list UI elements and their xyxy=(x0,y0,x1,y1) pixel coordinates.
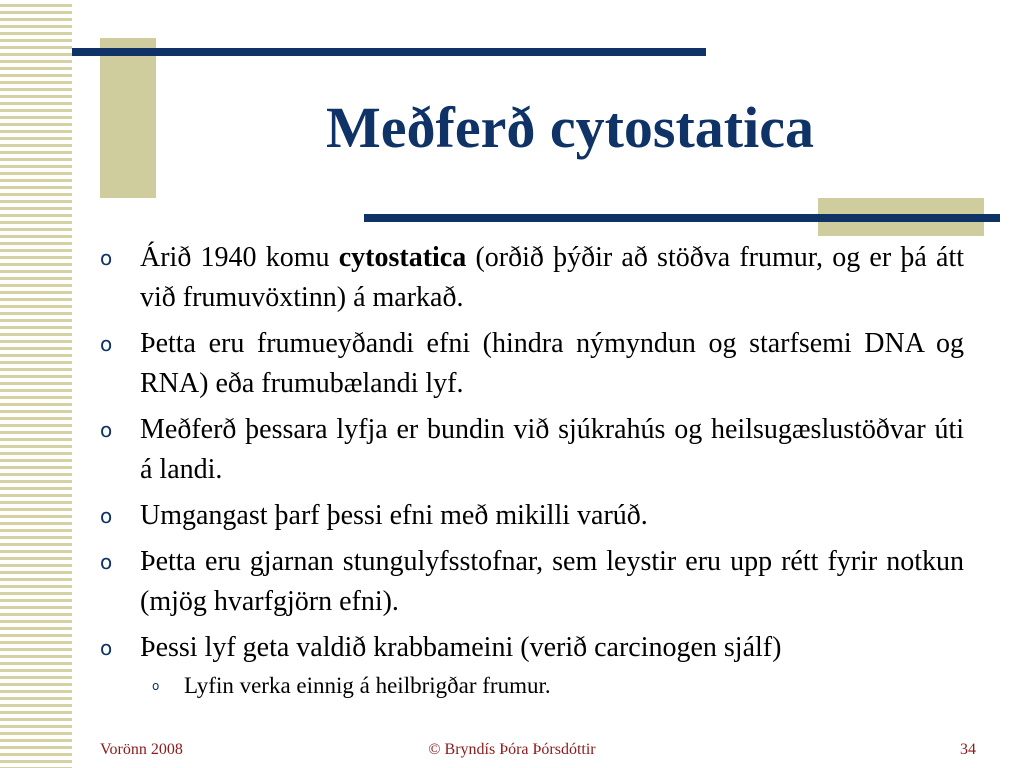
bullet-marker-icon: o xyxy=(100,332,113,356)
bullet-marker-icon: o xyxy=(100,418,113,442)
left-stripe-decoration xyxy=(0,0,72,768)
title-underline-rule xyxy=(364,214,1000,222)
footer-author: © Bryndís Þóra Þórsdóttir xyxy=(428,741,596,758)
footer-date: Vorönn 2008 xyxy=(100,741,183,758)
bullet-text: Þetta eru frumueyðandi efni (hindra nýmyndun og starfsemi DNA og RNA) eða frumubælandi lyf. xyxy=(140,328,964,399)
bullet-marker-icon: o xyxy=(100,550,113,574)
top-rule xyxy=(72,48,706,56)
footer-page-number: 34 xyxy=(960,741,976,758)
sub-bullet-text: Lyfin verka einnig á heilbrigðar frumur. xyxy=(184,673,551,698)
bullet-item xyxy=(100,410,964,490)
bullet-item xyxy=(100,542,964,622)
bullet-text-post: (orðið þýðir að stöðva frumur, og er þá átt við frumuvöxtinn) á markað. xyxy=(140,242,964,313)
bullet-marker-icon: o xyxy=(100,636,113,660)
bullet-marker-icon: o xyxy=(100,246,113,270)
sub-bullet-marker-icon: o xyxy=(152,679,160,693)
slide-title: Meðferð cytostatica xyxy=(326,95,814,160)
bullet-text-bold: cytostatica xyxy=(338,242,467,273)
bullet-text-pre: Árið 1940 komu xyxy=(140,242,339,273)
bullet-item xyxy=(100,628,964,668)
bullet-text: Umgangast þarf þessi efni með mikilli varúð. xyxy=(140,500,648,531)
top-accent-block xyxy=(100,38,156,198)
bullet-marker-icon: o xyxy=(100,504,113,528)
bullet-text: Þetta eru gjarnan stungulyfsstofnar, sem leystir eru upp rétt fyrir notkun (mjög hvarfgjörn efni). xyxy=(140,546,964,617)
bullet-item xyxy=(100,324,964,404)
bullet-list xyxy=(100,238,964,702)
bullet-text: Meðferð þessara lyfja er bundin við sjúkrahús og heilsugæslustöðvar úti á landi. xyxy=(140,414,964,485)
sub-bullet-item xyxy=(100,670,964,702)
bullet-item xyxy=(100,238,964,318)
bullet-item xyxy=(100,496,964,536)
bullet-text: Þessi lyf geta valdið krabbameini (verið carcinogen sjálf) xyxy=(140,632,782,663)
